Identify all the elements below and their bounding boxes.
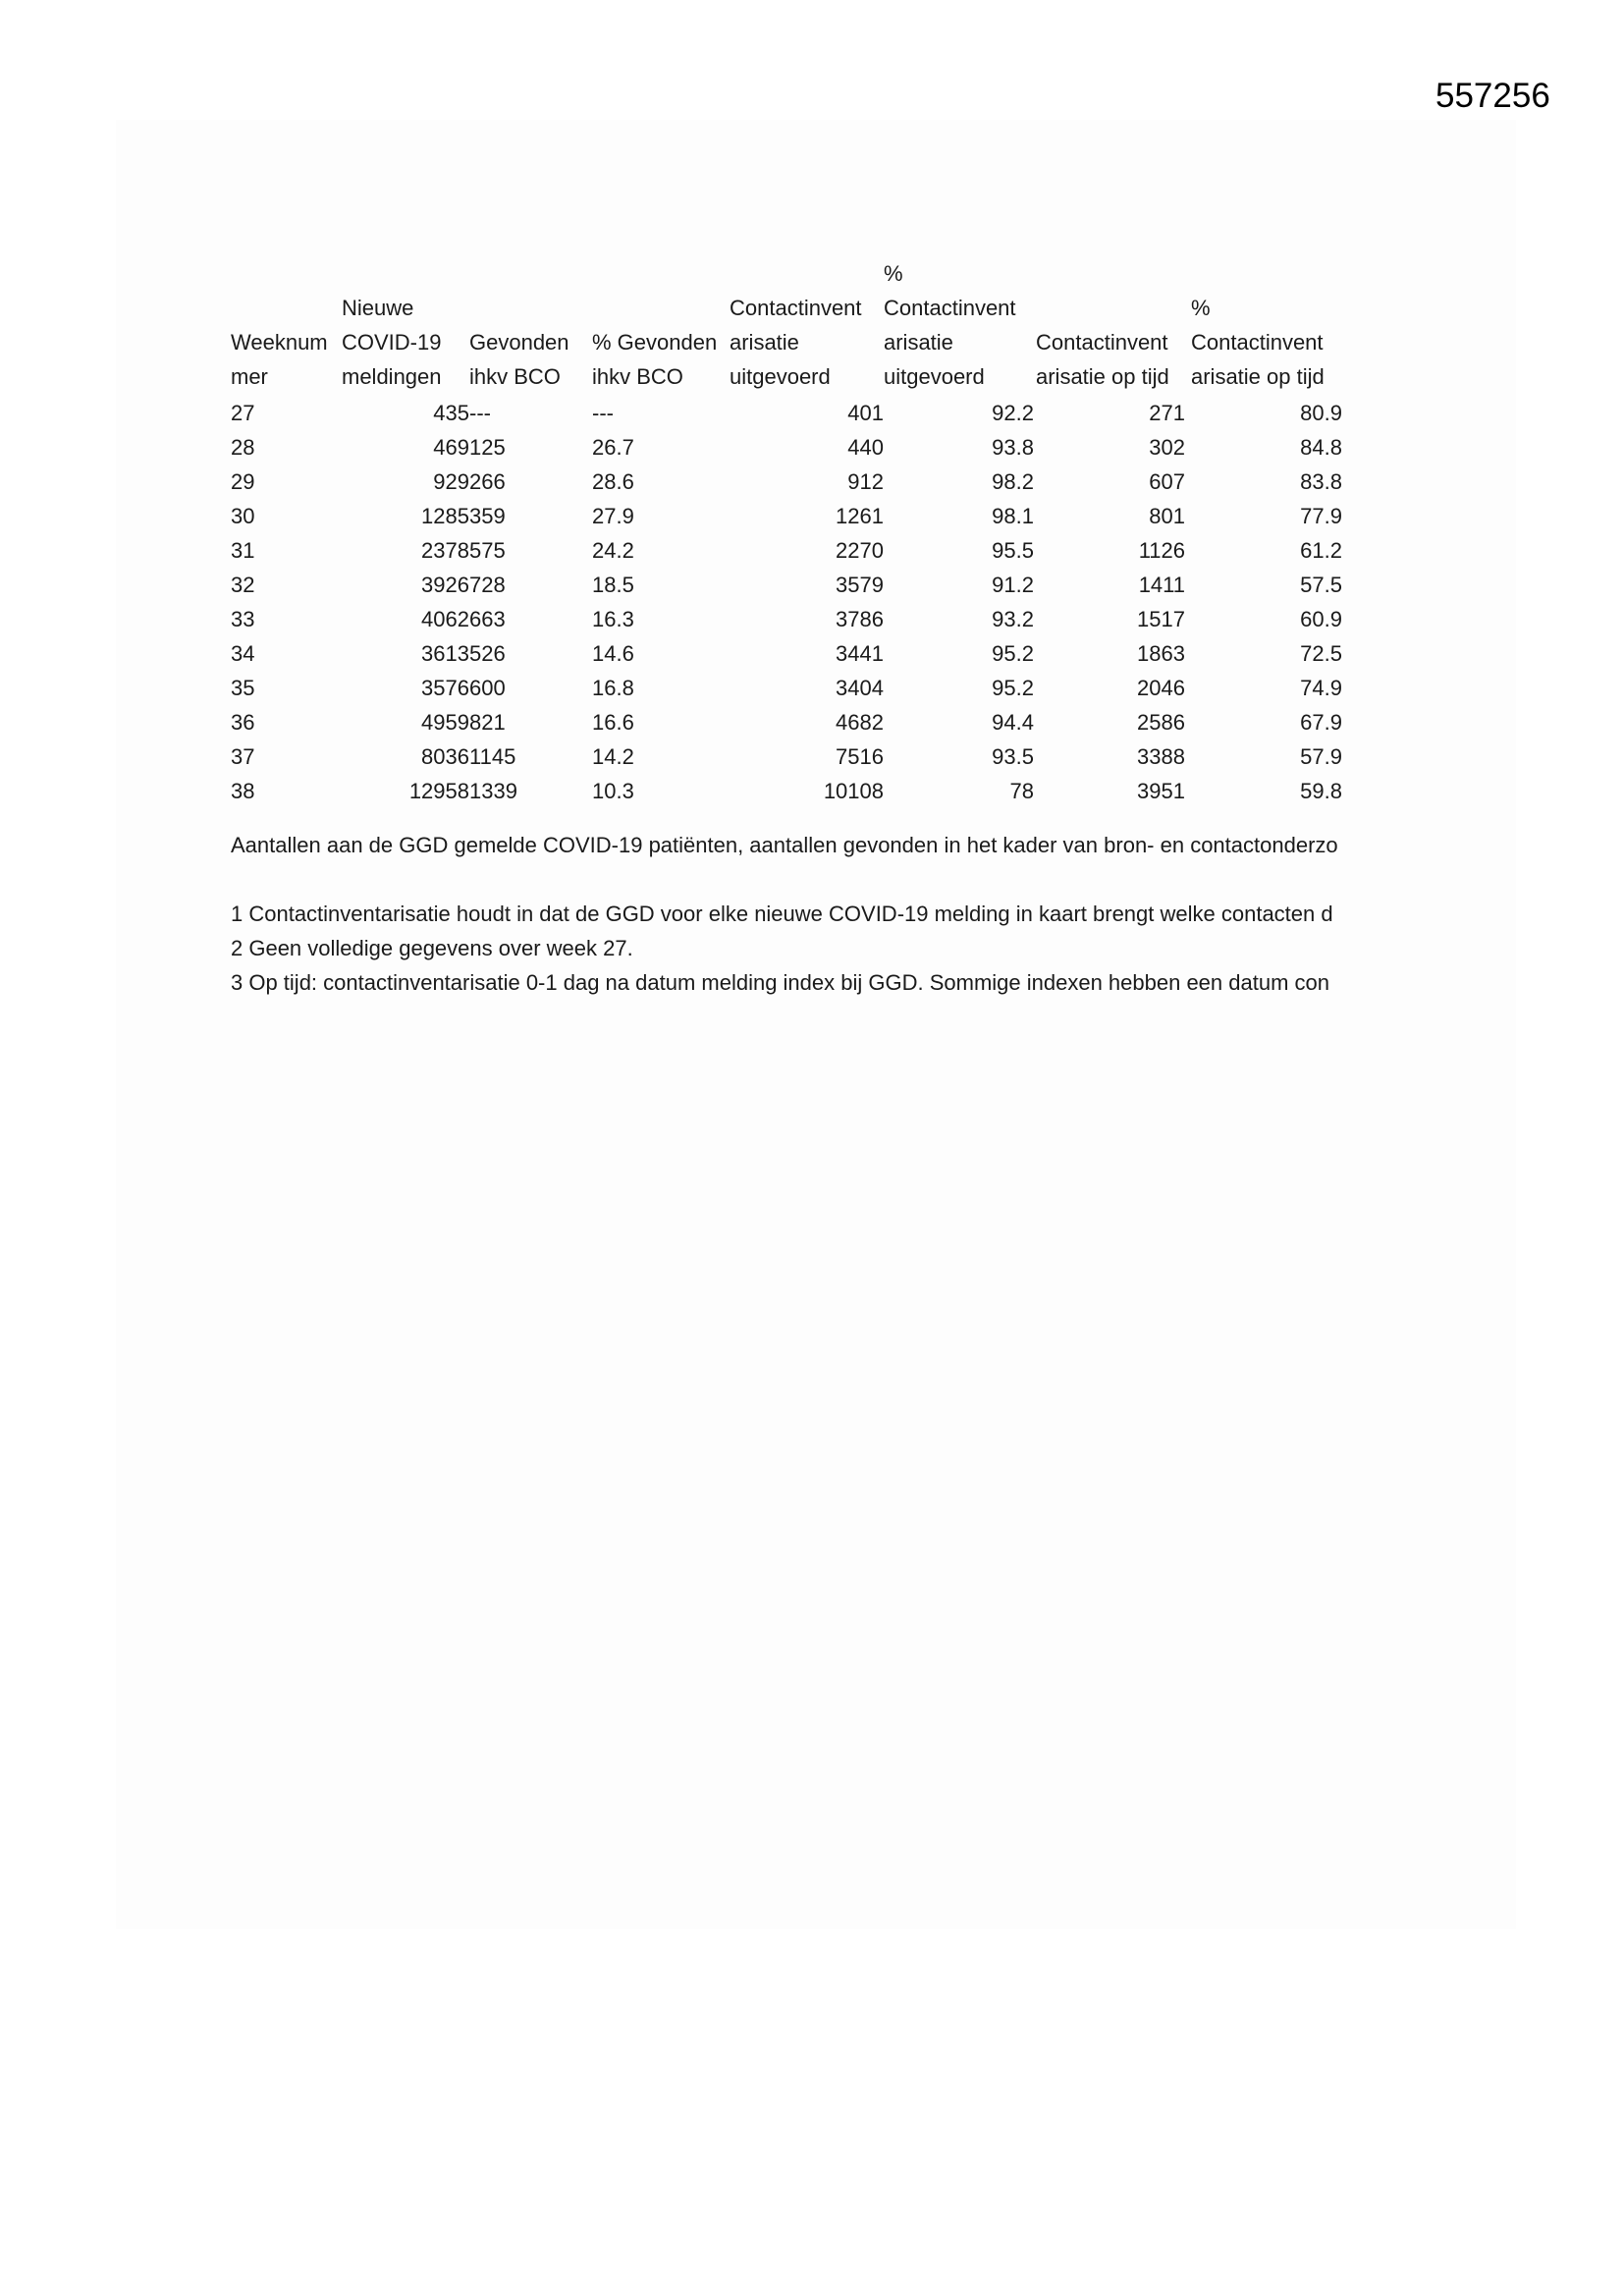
table-cell: --- [469,401,491,425]
footnote-1: 1 Contactinventarisatie houdt in dat de GGD voor elke nieuwe COVID-19 melding in kaart brengt welke contacten d [231,902,1333,926]
table-cell: 61.2 [1300,538,1342,563]
table-cell: 60.9 [1300,607,1342,631]
table-cell: 526 [469,641,506,666]
table-cell: 2378 [421,538,469,563]
footnote-2: 2 Geen volledige gegevens over week 27. [231,936,633,960]
table-row [231,774,1409,808]
table-cell: 28.6 [592,469,634,494]
header-col-3-line-2: % Gevonden [592,330,718,355]
table-cell: 91.2 [992,573,1034,597]
header-col-2-line-2: Gevonden [469,330,569,355]
table-cell: 2586 [1137,710,1185,735]
table-cell: 401 [847,401,884,425]
header-col-7-line-2: Contactinvent [1191,330,1324,355]
header-col-6-line-2: Contactinvent [1036,330,1168,355]
table-cell: 92.2 [992,401,1034,425]
table-cell: 8036 [421,744,469,769]
table-cell: 302 [1149,435,1185,460]
table-cell: 57.9 [1300,744,1342,769]
header-col-1-line-3: meldingen [342,364,442,389]
table-cell: 4959 [421,710,469,735]
table-cell: 27 [231,401,255,425]
table-cell: 26.7 [592,435,634,460]
table-cell: --- [592,401,614,425]
table-cell: 728 [469,573,506,597]
table-cell: 266 [469,469,506,494]
table-row [231,568,1409,602]
table-cell: 30 [231,504,255,528]
table-cell: 28 [231,435,255,460]
table-cell: 80.9 [1300,401,1342,425]
table-cell: 98.1 [992,504,1034,528]
header-col-0-line-3: mer [231,364,268,389]
notes-section [231,828,1409,1000]
table-row [231,739,1409,774]
header-col-4-line-2: arisatie [730,330,799,355]
table-cell: 440 [847,435,884,460]
table-cell: 14.2 [592,744,634,769]
header-col-5-line-1: Contactinvent [884,296,1016,320]
header-col-7-line-3: arisatie op tijd [1191,364,1325,389]
table-cell: 37 [231,744,255,769]
table-cell: 801 [1149,504,1185,528]
table-row [231,602,1409,636]
table-cell: 1411 [1138,573,1185,597]
table-cell: 35 [231,676,255,700]
table-cell: 1517 [1137,607,1185,631]
table-row [231,671,1409,705]
table-cell: 77.9 [1300,504,1342,528]
table-cell: 1126 [1138,538,1185,563]
table-cell: 94.4 [992,710,1034,735]
table-cell: 36 [231,710,255,735]
table-cell: 93.8 [992,435,1034,460]
header-col-3-line-3: ihkv BCO [592,364,683,389]
header-col-5-line-0: % [884,261,903,286]
table-cell: 600 [469,676,506,700]
table-cell: 29 [231,469,255,494]
table-cell: 575 [469,538,506,563]
table-row [231,430,1409,465]
table-cell: 83.8 [1300,469,1342,494]
table-cell: 95.5 [992,538,1034,563]
table-cell: 93.5 [992,744,1034,769]
page-number: 557256 [1435,77,1550,115]
table-cell: 1863 [1137,641,1185,666]
table-row [231,705,1409,739]
table-cell: 607 [1149,469,1185,494]
header-col-4-line-1: Contactinvent [730,296,862,320]
table-cell: 10.3 [592,779,634,803]
header-col-4-line-3: uitgevoerd [730,364,831,389]
table-cell: 3579 [836,573,884,597]
table-cell: 59.8 [1300,779,1342,803]
table-cell: 3388 [1137,744,1185,769]
table-cell: 95.2 [992,676,1034,700]
header-col-1-line-1: Nieuwe [342,296,414,320]
table-cell: 95.2 [992,641,1034,666]
table-cell: 93.2 [992,607,1034,631]
table-row [231,396,1409,430]
table-cell: 912 [847,469,884,494]
table-cell: 98.2 [992,469,1034,494]
table-cell: 16.8 [592,676,634,700]
footnote-3: 3 Op tijd: contactinventarisatie 0-1 dag na datum melding index bij GGD. Sommige indexen hebben een datum con [231,970,1329,995]
table-cell: 2046 [1137,676,1185,700]
table-cell: 3404 [836,676,884,700]
header-col-1-line-2: COVID-19 [342,330,442,355]
header-col-7-line-1: % [1191,296,1211,320]
table-cell: 33 [231,607,255,631]
header-col-5-line-3: uitgevoerd [884,364,985,389]
table-cell: 84.8 [1300,435,1342,460]
table-row [231,465,1409,499]
table-cell: 435 [433,401,469,425]
table-cell: 74.9 [1300,676,1342,700]
table-cell: 3613 [421,641,469,666]
table-cell: 3926 [421,573,469,597]
table-cell: 38 [231,779,255,803]
table-cell: 125 [469,435,506,460]
table-cell: 27.9 [592,504,634,528]
header-col-2-line-3: ihkv BCO [469,364,561,389]
table-row [231,499,1409,533]
table-cell: 10108 [823,779,884,803]
table-cell: 1261 [836,504,884,528]
table-cell: 14.6 [592,641,634,666]
table-cell: 34 [231,641,255,666]
table-cell: 67.9 [1300,710,1342,735]
header-col-0-line-2: Weeknum [231,330,328,355]
table-cell: 16.6 [592,710,634,735]
table-cell: 12958 [408,779,469,803]
table-cell: 663 [469,607,506,631]
table-cell: 469 [433,435,469,460]
table-cell: 16.3 [592,607,634,631]
table-row [231,533,1409,568]
table-cell: 2270 [836,538,884,563]
table-cell: 72.5 [1300,641,1342,666]
table-cell: 32 [231,573,255,597]
table-cell: 78 [1009,779,1034,803]
header-col-5-line-2: arisatie [884,330,953,355]
table-cell: 3951 [1137,779,1185,803]
table-cell: 271 [1149,401,1185,425]
table-row [231,636,1409,671]
table-caption: Aantallen aan de GGD gemelde COVID-19 patiënten, aantallen gevonden in het kader van bron- en contactonderzo [231,833,1338,857]
table-cell: 4062 [421,607,469,631]
table-cell: 3441 [836,641,884,666]
table-cell: 1285 [421,504,469,528]
table-cell: 24.2 [592,538,634,563]
table-cell: 929 [433,469,469,494]
table-cell: 821 [469,710,506,735]
table-cell: 31 [231,538,255,563]
header-col-6-line-3: arisatie op tijd [1036,364,1169,389]
table-cell: 1145 [469,744,516,769]
table-cell: 18.5 [592,573,634,597]
table-cell: 57.5 [1300,573,1342,597]
table-cell: 3786 [836,607,884,631]
table-cell: 7516 [836,744,884,769]
table-cell: 4682 [836,710,884,735]
table-cell: 1339 [469,779,517,803]
table-cell: 3576 [421,676,469,700]
table-cell: 359 [469,504,506,528]
